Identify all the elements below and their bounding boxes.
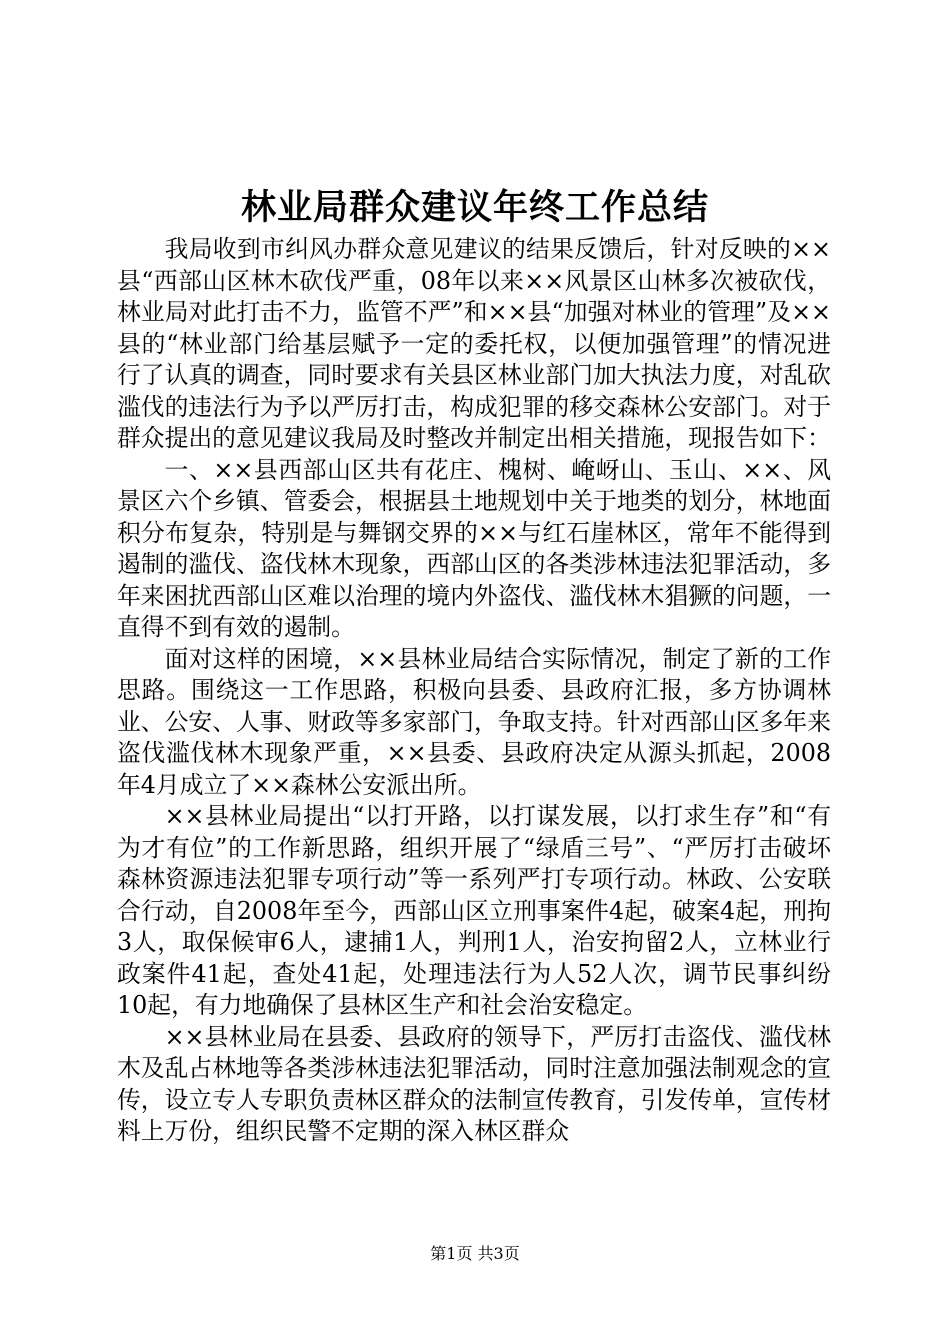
paragraph: 面对这样的困境，××县林业局结合实际情况，制定了新的工作思路。围绕这一工作思路，积极向县委、县政府汇报，多方协调林业、公安、人事、财政等多家部门，争取支持。针对西部山区多年来盗伐滥伐林木现象严重，××县委、县政府决定从源头抓起，2008年4月成立了××森林公安派出所。 (117, 644, 831, 799)
page-number-footer: 第1页 共3页 (430, 1244, 520, 1263)
document-title: 林业局群众建议年终工作总结 (240, 187, 709, 228)
paragraph: ××县林业局在县委、县政府的领导下，严厉打击盗伐、滥伐林木及乱占林地等各类涉林违法犯罪活动，同时注意加强法制观念的宣传，设立专人专职负责林区群众的法制宣传教育，引发传单，宣传材料上万份，组织民警不定期的深入林区群众 (117, 1022, 831, 1145)
document-body (117, 234, 831, 1148)
paragraph: 一、××县西部山区共有花庄、槐树、崦岈山、玉山、××、风景区六个乡镇、管委会，根据县土地规划中关于地类的划分，林地面积分布复杂，特别是与舞钢交界的××与红石崖林区，常年不能得到遏制的滥伐、盗伐林木现象，西部山区的各类涉林违法犯罪活动，多年来困扰西部山区难以治理的境内外盗伐、滥伐林木猖獗的问题，一直得不到有效的遏制。 (117, 455, 831, 641)
paragraph: 我局收到市纠风办群众意见建议的结果反馈后，针对反映的××县“西部山区林木砍伐严重，08年以来××风景区山林多次被砍伐，林业局对此打击不力，监管不严”和××县“加强对林业的管理”及××县的“林业部门给基层赋予一定的委托权，以便加强管理”的情况进行了认真的调查，同时要求有关县区林业部门加大执法力度，对乱砍滥伐的违法行为予以严厉打击，构成犯罪的移交森林公安部门。对于群众提出的意见建议我局及时整改并制定出相关措施，现报告如下： (117, 235, 831, 452)
paragraph: ××县林业局提出“以打开路，以打谋发展，以打求生存”和“有为才有位”的工作新思路，组织开展了“绿盾三号”、“严厉打击破坏森林资源违法犯罪专项行动”等一系列严打专项行动。林政、公安联合行动，自2008年至今，西部山区立刑事案件4起，破案4起，刑拘3人，取保候审6人，逮捕1人，判刑1人，治安拘留2人，立林业行政案件41起，查处41起，处理违法行为人52人次，调节民事纠纷10起，有力地确保了县林区生产和社会治安稳定。 (117, 802, 831, 1019)
